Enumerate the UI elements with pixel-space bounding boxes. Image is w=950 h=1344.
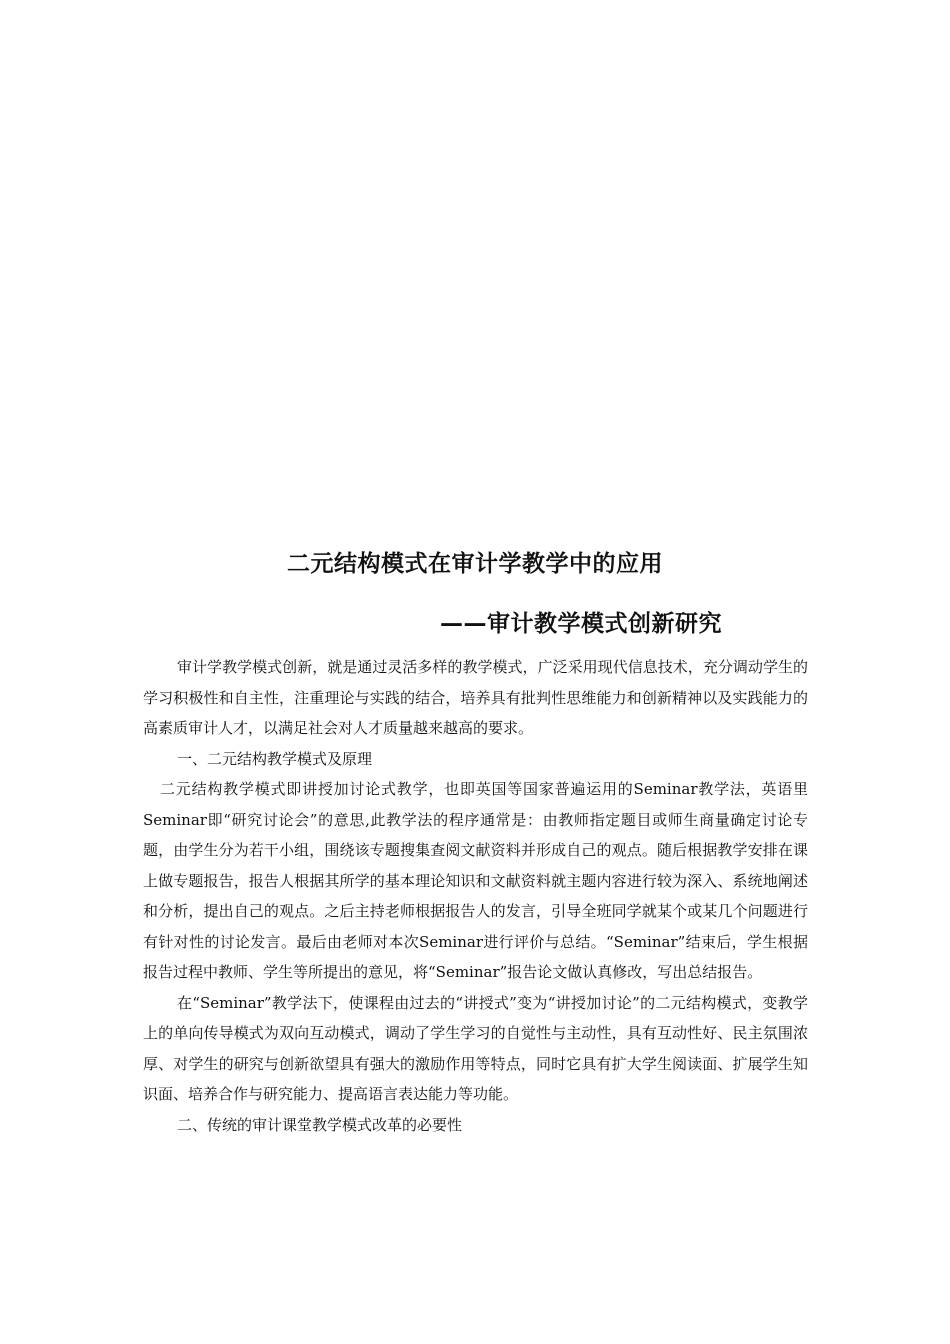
body-paragraph: 二元结构教学模式即讲授加讨论式教学，也即英国等国家普遍运用的Seminar教学法，英语里Seminar即“研究讨论会”的意思,此教学法的程序通常是：由教师指定题目或师生商量确定讨论专题，由学生分为若干小组，围绕该专题搜集查阅文献资料并形成自己的观点。随后根据教学安排在课上做专题报告，报告人根据其所学的基本理论知识和文献资料就主题内容进行较为深入、系统地阐述和分析，提出自己的观点。之后主持老师根据报告人的发言，引导全班同学就某个或某几个问题进行有针对性的讨论发言。最后由老师对本次Seminar进行评价与总结。“Seminar”结束后，学生根据报告过程中教师、学生等所提出的意见，将“Seminar”报告论文做认真修改，写出总结报告。 (143, 780, 808, 981)
body-paragraph: 在“Seminar”教学法下，使课程由过去的“讲授式”变为“讲授加讨论”的二元结构模式，变教学上的单向传导模式为双向互动模式，调动了学生学习的自觉性与主动性，具有互动性好、民主氛围浓厚、对学生的研究与创新欲望具有强大的激励作用等特点，同时它具有扩大学生阅读面、扩展学生知识面、培养合作与研究能力、提高语言表达能力等功能。 (143, 993, 808, 1103)
intro-paragraph: 审计学教学模式创新，就是通过灵活多样的教学模式，广泛采用现代信息技术，充分调动学生的学习积极性和自主性，注重理论与实践的结合，培养具有批判性思维能力和创新精神以及实践能力的高素质审计人才，以满足社会对人才质量越来越高的要求。 (143, 658, 808, 737)
section-heading-1: 一、二元结构教学模式及原理 (177, 749, 373, 768)
document-body (143, 652, 808, 1140)
document-title: 二元结构模式在审计学教学中的应用 (287, 551, 663, 577)
section-heading-2: 二、传统的审计课堂教学模式改革的必要性 (177, 1115, 463, 1134)
document-subtitle: ——审计教学模式创新研究 (440, 611, 722, 637)
